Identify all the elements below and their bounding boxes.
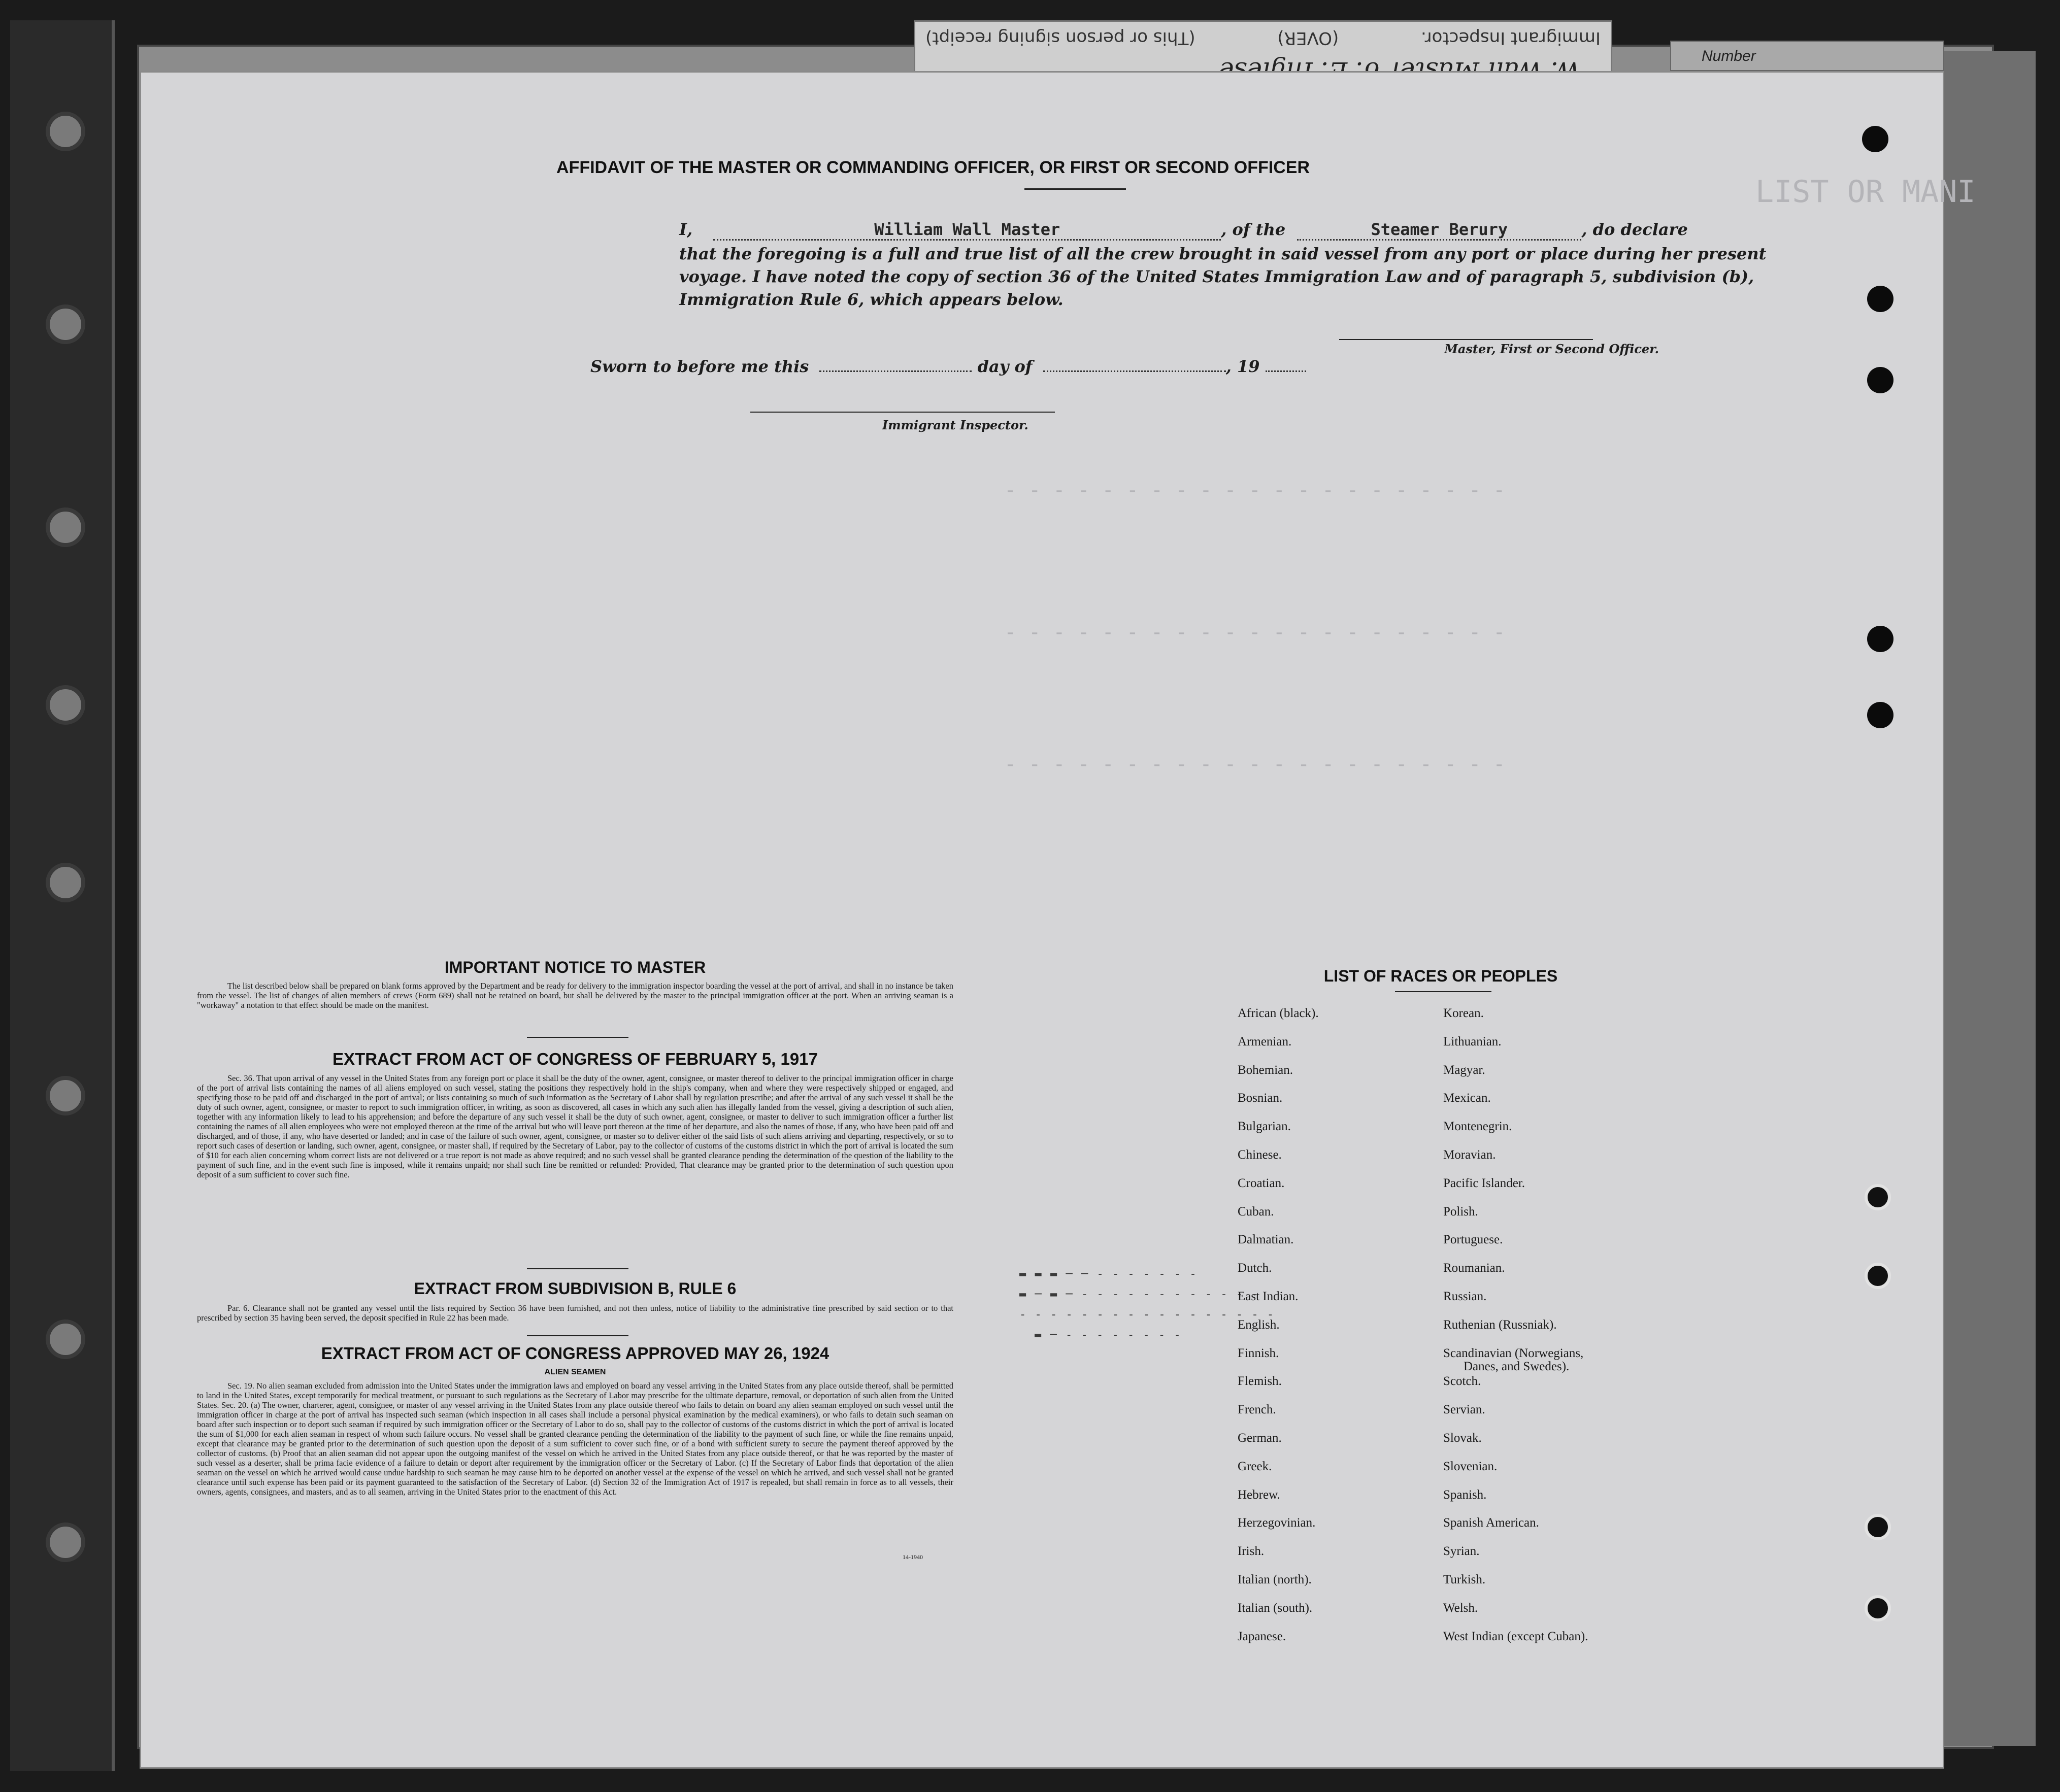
stub-label-right: Immigrant Inspector. (1420, 28, 1601, 48)
notice-body: The list described below shall be prepared on blank forms approved by the Department and be ready for delivery to the immigration inspector boarding the vessel at the port of arrival, and shall in no instance be taken from the vessel. The list of changes of alien members of crews (Form 689) shall not be retained on board, but shall be delivered by the master to the principal immigration officer at the port. When an arriving seaman is a "workaway" a notation to that effect should be made on the manifest. (197, 981, 953, 1010)
stamp-marks: - - - - - - - - - - - - - - - - - (1019, 1308, 1275, 1321)
punch-hole (1867, 702, 1893, 728)
punch-hole (1865, 1263, 1891, 1289)
notice-rule (527, 1037, 628, 1038)
race-item: East Indian. (1238, 1289, 1299, 1303)
affidavit-line-3: voyage. I have noted the copy of section 36 of the United States Immigration Law and of paragraph 5, subdivision (b), (679, 267, 1754, 286)
extract-rule6-body: Par. 6. Clearance shall not be granted any vessel until the lists required by Section 36 have been furnished, and not then unless, notice of liability to the administrative fine prescribed by said section or to that prescribed by section 35 having been served, the deposit specified in Rule 22 has been made. (197, 1303, 953, 1323)
number-tab (1670, 41, 1944, 71)
race-item: Polish. (1443, 1204, 1478, 1219)
signature-caption: Master, First or Second Officer. (1444, 342, 1659, 356)
race-item: West Indian (except Cuban). (1443, 1629, 1588, 1643)
stub-label-mid: (OVER) (1277, 28, 1339, 48)
binder-ring (46, 1523, 85, 1562)
race-item: Portuguese. (1443, 1233, 1503, 1247)
race-item: Bulgarian. (1238, 1120, 1291, 1134)
binder-ring (46, 685, 85, 725)
punch-hole (1865, 1595, 1891, 1621)
year-prefix: , 19 (1225, 357, 1260, 376)
race-item: Welsh. (1443, 1601, 1478, 1615)
binder-ring (46, 1076, 85, 1115)
race-item: Ruthenian (Russniak). (1443, 1317, 1557, 1332)
race-item: Flemish. (1238, 1374, 1282, 1389)
race-item: Bosnian. (1238, 1091, 1283, 1105)
sworn-year-field (1266, 370, 1306, 372)
form-number: 14-1940 (903, 1553, 923, 1561)
day-of-label: day of (977, 357, 1033, 376)
sworn-day-field (819, 370, 972, 372)
extract-1924-body: Sec. 19. No alien seaman excluded from admission into the United States under the immigration laws and employed on board any vessel arriving in the United States from any place outside thereof, shall be permitted to land in the United States, except temporarily for medical treatment, or pursuant to such regulations as the Secretary of Labor may prescribe for the ultimate departure, removal, or deportation of such alien from the United States. Sec. 20. (a) The owner, charterer, agent, consignee, or master of any vessel arriving in the United States from any place outside thereof who fails to detain on board any alien seaman employed on such vessel until the immigration officer in charge at the port of arrival has inspected such seaman (which inspection in all cases shall include a personal physical examination by the medical examiners), or who fails to detain such seaman on board after such inspection or to deport such seaman if required by such immigration officer or the Secretary of Labor to do so, shall pay to the collector of customs of the customs district in which the port of arrival is located the sum of $1,000 for each alien seaman in respect of whom such failure occurs. No vessel shall be granted clearance pending the determination of the liability to the payment of such fine, or while the fine remains unpaid, except that clearance may be granted prior to the determination of such question upon the deposit of a sum sufficient to cover such fine, or of a bond with sufficient surety to secure the payment thereof approved by the collector of customs. (b) Proof that an alien seaman did not appear upon the outgoing manifest of the vessel on which he arrived in the United States from any place outside thereof, or that he was reported by the master of such vessel as a deserter, shall be prima facie evidence of a failure to detain or deport after requirement by the immigration officer or the Secretary of Labor. (c) If the Secretary of Labor finds that deportation of the alien seaman on the vessel on which he arrived would cause undue hardship to such seaman he may cause him to be deported on another vessel at the expense of the vessel on which he arrived, and such vessel shall not be granted clearance until such expense has been paid or its payment guaranteed to the satisfaction of the Secretary of Labor. (d) Section 32 of the Immigration Act of 1917 is repealed, but shall remain in force as to all vessels, their owners, agents, consignees, and masters, and as to all seamen, arriving in the United States prior to the enactment of this Act. (197, 1381, 953, 1497)
vessel-name-field: Steamer Berury (1297, 220, 1581, 241)
race-item: Scandinavian (Norwegians, Danes, and Swedes). (1443, 1346, 1588, 1375)
race-item: Russian. (1443, 1289, 1487, 1303)
affidavit-line-2: that the foregoing is a full and true list of all the crew brought in said vessel from any port or place during her present (679, 244, 1767, 263)
race-item: Japanese. (1238, 1629, 1286, 1643)
signature-line (1339, 339, 1593, 340)
extract-rule6-rule (527, 1335, 628, 1336)
bleed-through-text: LIST OR MANI (1755, 174, 1976, 210)
punch-hole (1867, 367, 1893, 393)
race-item: Italian (north). (1238, 1572, 1312, 1586)
punch-hole (1867, 286, 1893, 312)
race-item: Slovak. (1443, 1431, 1482, 1445)
race-item: Mexican. (1443, 1091, 1491, 1105)
punch-hole (1867, 626, 1893, 652)
extract-rule6-title: EXTRACT FROM SUBDIVISION B, RULE 6 (414, 1279, 737, 1298)
race-item: Pacific Islander. (1443, 1176, 1525, 1190)
number-label: Number (1702, 48, 1756, 64)
binder-ring (46, 863, 85, 902)
race-item: Croatian. (1238, 1176, 1285, 1190)
race-item: Italian (south). (1238, 1601, 1313, 1615)
race-item: German. (1238, 1431, 1282, 1445)
race-item: Servian. (1443, 1403, 1485, 1417)
race-item: Moravian. (1443, 1147, 1496, 1162)
binder-ring (46, 1320, 85, 1359)
sworn-prefix: Sworn to before me this (590, 357, 809, 376)
race-item: Bohemian. (1238, 1063, 1293, 1077)
race-item: Irish. (1238, 1544, 1265, 1559)
extract-1917-rule (527, 1268, 628, 1269)
binder-ring (46, 305, 85, 344)
race-item: Korean. (1443, 1006, 1484, 1020)
of-the-label: , of the (1221, 220, 1286, 239)
extract-1924-subtitle: ALIEN SEAMEN (544, 1368, 606, 1376)
race-item: Dutch. (1238, 1261, 1272, 1275)
race-item: Dalmatian. (1238, 1233, 1294, 1247)
title-rule (1024, 188, 1126, 190)
sworn-month-field (1043, 370, 1226, 372)
stub-label-left: (This or person signing receipt) (925, 28, 1195, 48)
race-item: Montenegrin. (1443, 1120, 1512, 1134)
race-item: Magyar. (1443, 1063, 1485, 1077)
bleed-through-text: - - - - - - - - - - - - - - - - - - - - - (1004, 621, 1506, 644)
race-item: Finnish. (1238, 1346, 1279, 1360)
race-item: Slovenian. (1443, 1459, 1498, 1473)
affidavit-line-4: Immigration Rule 6, which appears below. (679, 290, 1064, 309)
races-rule (1395, 991, 1491, 992)
affidavit-line-1 (679, 220, 1688, 241)
race-item-continuation: Danes, and Swedes). (1464, 1359, 1570, 1373)
punch-hole (1865, 1514, 1891, 1540)
notice-title: IMPORTANT NOTICE TO MASTER (444, 958, 706, 976)
binding-strip (10, 20, 115, 1771)
race-item: Chinese. (1238, 1147, 1282, 1162)
bleed-through-text: - - - - - - - - - - - - - - - - - - - - - (1004, 479, 1506, 502)
binder-ring (46, 112, 85, 151)
races-column-2 (1443, 1006, 1588, 1658)
race-item: French. (1238, 1403, 1276, 1417)
manifest-page (140, 71, 1976, 1769)
race-item: Scotch. (1443, 1374, 1481, 1389)
race-item: Syrian. (1443, 1544, 1480, 1559)
inspector-line (750, 412, 1055, 413)
race-item: Armenian. (1238, 1034, 1292, 1049)
race-item: Turkish. (1443, 1572, 1486, 1586)
stamp-marks: ▬ ─ ▬ ─ - - - - - - - - - - - - (1019, 1288, 1259, 1301)
extract-1917-title: EXTRACT FROM ACT OF CONGRESS OF FEBRUARY 5, 1917 (333, 1050, 818, 1068)
extract-1917-body: Sec. 36. That upon arrival of any vessel in the United States from any foreign port or place it shall be the duty of the owner, agent, consignee, or master thereof to deliver to the principal immigration officer in charge of the port of arrival lists containing the names of all aliens employed on such vessel, stating the positions they respectively hold in the ship's company, when and where they were respectively shipped or engaged, and specifying those to be paid off and discharged in the port of arrival; or lists containing so much of such information as the Secretary of Labor shall by regulation prescribe; and after the arrival of any such vessel it shall be the duty of such owner, agent, consignee, or master to report to such immigration officer, in writing, as soon as discovered, all cases in which any such alien has illegally landed from the vessel, giving a description of such alien, together with any information likely to lead to his apprehension; and before the departure of any such vessel it shall be the duty of such owner, agent, consignee, or master to deliver to such immigration officer a further list containing the names of all alien employees who were not employed thereon at the time of the arrival but who will leave port thereon at the time of her departure, and also the names of those, if any, who have been paid off and discharged, and of those, if any, who have deserted or landed; and in case of the failure of such owner, agent, consignee, or master so to deliver either of the said lists of such aliens arriving and departing, respectively, or so to report such cases of desertion or landing, such owner, agent, consignee, or master shall, if required by the Secretary of Labor, pay to the collector of customs of the customs district in which the port of arrival is located the sum of $10 for each alien concerning whom correct lists are not delivered or a true report is not made as above required; and no such vessel shall be granted clearance pending the determination of the question of the liability to the payment of such fine, and in the event such fine is imposed, while it remains unpaid; nor shall such fine be remitted or refunded: Provided, That clearance may be granted prior to the determination of such question upon deposit of a sum sufficient to cover such fine. (197, 1073, 953, 1179)
binder-ring (46, 508, 85, 547)
race-item: Lithuanian. (1443, 1034, 1502, 1049)
sworn-line (590, 357, 1306, 376)
stamp-marks: ▬ ▬ ▬ ─ ─ - - - - - - - (1019, 1268, 1198, 1280)
affidavit-i: I, (679, 220, 693, 239)
race-item: English. (1238, 1317, 1280, 1332)
race-item: Spanish. (1443, 1487, 1487, 1502)
extract-1924-title: EXTRACT FROM ACT OF CONGRESS APPROVED MAY 26, 1924 (321, 1344, 829, 1363)
inspector-caption: Immigrant Inspector. (882, 418, 1028, 432)
race-item: Roumanian. (1443, 1261, 1505, 1275)
race-item: Cuban. (1238, 1204, 1274, 1219)
race-item: Hebrew. (1238, 1487, 1280, 1502)
races-title: LIST OF RACES OR PEOPLES (1323, 967, 1558, 985)
races-column-1 (1238, 1006, 1319, 1658)
master-name-field: William Wall Master (713, 220, 1221, 241)
punch-hole (1862, 126, 1888, 152)
race-item: Greek. (1238, 1459, 1272, 1473)
race-item: Herzegovinian. (1238, 1516, 1316, 1530)
bleed-through-text: - - - - - - - - - - - - - - - - - - - - - (1004, 753, 1506, 776)
punch-hole (1865, 1184, 1891, 1210)
affidavit-title: AFFIDAVIT OF THE MASTER OR COMMANDING OFFICER, OR FIRST OR SECOND OFFICER (556, 158, 1310, 177)
race-item: Spanish American. (1443, 1516, 1539, 1530)
race-item: African (black). (1238, 1006, 1319, 1020)
do-declare-label: , do declare (1581, 220, 1688, 239)
stamp-marks: ▬ ─ - - - - - - - - (1035, 1329, 1182, 1341)
